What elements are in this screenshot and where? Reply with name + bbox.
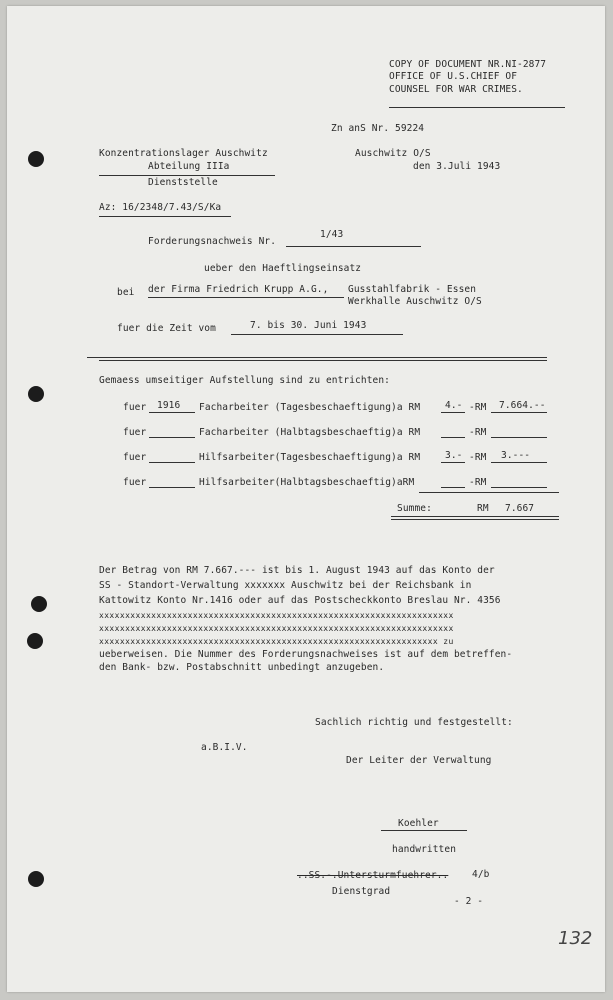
body-line: Der Betrag von RM 7.667.--- ist bis 1. August 1943 auf das Konto der <box>99 565 495 576</box>
sum-value: 7.667 <box>505 503 535 514</box>
company-underline <box>148 297 344 298</box>
body-line: SS - Standort-Verwaltung xxxxxxx Auschwitz bei der Reichsbank in <box>99 580 472 591</box>
body-line: xxxxxxxxxxxxxxxxxxxxxxxxxxxxxxxxxxxxxxxxxxxxxxxxxxxxxxxxxxxxxxxxxxxx <box>99 624 454 633</box>
section-divider-2 <box>99 360 547 361</box>
body-line: xxxxxxxxxxxxxxxxxxxxxxxxxxxxxxxxxxxxxxxxxxxxxxxxxxxxxxxxxxxxxxxxxxxx <box>99 611 454 620</box>
document-page <box>7 6 605 992</box>
claim-label: Forderungsnachweis Nr. <box>148 236 277 247</box>
page-number: - 2 - <box>454 896 484 907</box>
place: Auschwitz O/S <box>355 148 431 159</box>
sum-underline <box>391 516 559 517</box>
sender-divider <box>99 175 275 176</box>
row-prefix: fuer <box>123 452 147 463</box>
period-underline <box>231 334 403 335</box>
row-prefix: fuer <box>123 402 147 413</box>
section-divider <box>87 357 547 358</box>
row-prefix: fuer <box>123 477 147 488</box>
punch-hole <box>28 151 44 167</box>
row-sep: -RM <box>469 427 487 438</box>
row-amount-line <box>491 462 547 463</box>
row-sep: -RM <box>469 477 487 488</box>
body-line: ueberweisen. Die Nummer des Forderungsnachweises ist auf dem betreffen- <box>99 649 513 660</box>
body-line: den Bank- bzw. Postabschnitt unbedingt anzugeben. <box>99 662 385 673</box>
row-rate: 4.- <box>445 400 463 411</box>
sender-line1: Konzentrationslager Auschwitz <box>99 148 268 159</box>
row-count-line <box>149 487 195 488</box>
punch-hole <box>28 871 44 887</box>
reference-number: Zn anS Nr. 59224 <box>331 123 425 134</box>
signer-name-underline <box>381 830 467 831</box>
body-line: xxxxxxxxxxxxxxxxxxxxxxxxxxxxxxxxxxxxxxxxxxxxxxxxxxxxxxxxxxxxxxxxx zu <box>99 637 454 646</box>
sum-label: Summe: <box>397 503 432 514</box>
row-rate: 3.- <box>445 450 463 461</box>
dienstgrad-label: Dienstgrad <box>332 886 391 897</box>
row-count: 1916 <box>157 400 181 411</box>
row-rate-line <box>441 412 465 413</box>
rank-suffix: 4/b <box>472 869 490 880</box>
row-description: Hilfsarbeiter(Tagesbeschaeftigung)a RM <box>199 452 421 463</box>
sum-underline-2 <box>391 519 559 520</box>
row-amount: 3.--- <box>501 450 531 461</box>
period-label: fuer die Zeit vom <box>117 323 216 334</box>
sender-line2: Abteilung IIIa <box>148 161 230 172</box>
date: den 3.Juli 1943 <box>413 161 501 172</box>
copy-note-line1: COPY OF DOCUMENT NR.NI-2877 <box>389 59 547 70</box>
file-reference: Az: 16/2348/7.43/S/Ka <box>99 202 222 213</box>
row-rate-line <box>441 487 465 488</box>
sender-line3: Dienststelle <box>148 177 218 188</box>
row-sep: -RM <box>469 402 487 413</box>
handwritten-page-number: 132 <box>558 928 593 949</box>
copy-note-line2: OFFICE OF U.S.CHIEF OF <box>389 71 518 82</box>
certified-text: Sachlich richtig und festgestellt: <box>315 717 513 728</box>
punch-hole <box>31 596 47 612</box>
claim-subtitle: ueber den Haeftlingseinsatz <box>204 263 362 274</box>
body-line: Kattowitz Konto Nr.1416 oder auf das Postscheckkonto Breslau Nr. 4356 <box>99 595 501 606</box>
row-count-line <box>149 462 195 463</box>
sum-currency: RM <box>477 503 489 514</box>
row-prefix: fuer <box>123 427 147 438</box>
punch-hole <box>28 386 44 402</box>
row-description: Facharbeiter (Halbtagsbeschaeftig)a RM <box>199 427 421 438</box>
company-name: der Firma Friedrich Krupp A.G., <box>148 284 329 295</box>
rank-line: ..SS.-.Untersturmfuehrer.. <box>297 870 449 881</box>
punch-hole <box>27 633 43 649</box>
intro-text: Gemaess umseitiger Aufstellung sind zu entrichten: <box>99 375 390 386</box>
abiv-label: a.B.I.V. <box>201 742 248 753</box>
row-rate-line <box>441 437 465 438</box>
signer-name: Koehler <box>398 818 439 829</box>
row-sep: -RM <box>469 452 487 463</box>
file-reference-underline <box>99 216 231 217</box>
company-place1: Gusstahlfabrik - Essen <box>348 284 477 295</box>
row-description: Facharbeiter (Tagesbeschaeftigung)a RM <box>199 402 421 413</box>
row-count-line <box>149 412 195 413</box>
row-count-line <box>149 437 195 438</box>
copy-note-line3: COUNSEL FOR WAR CRIMES. <box>389 84 523 95</box>
row-amount-line <box>491 487 547 488</box>
company-place2: Werkhalle Auschwitz O/S <box>348 296 482 307</box>
row-amount-line <box>491 412 547 413</box>
row-amount-line <box>491 437 547 438</box>
row-rate-line <box>441 462 465 463</box>
row-amount: 7.664.-- <box>499 400 546 411</box>
copy-note-underline <box>389 107 565 108</box>
handwritten-note: handwritten <box>392 844 457 855</box>
bei-label: bei <box>117 287 135 298</box>
period-value: 7. bis 30. Juni 1943 <box>250 320 367 331</box>
claim-number-line <box>286 246 421 247</box>
claim-number: 1/43 <box>320 229 344 240</box>
table-total-rule <box>419 492 559 493</box>
row-description: Hilfsarbeiter(Halbtagsbeschaeftig)aRM <box>199 477 415 488</box>
leader-label: Der Leiter der Verwaltung <box>346 755 492 766</box>
